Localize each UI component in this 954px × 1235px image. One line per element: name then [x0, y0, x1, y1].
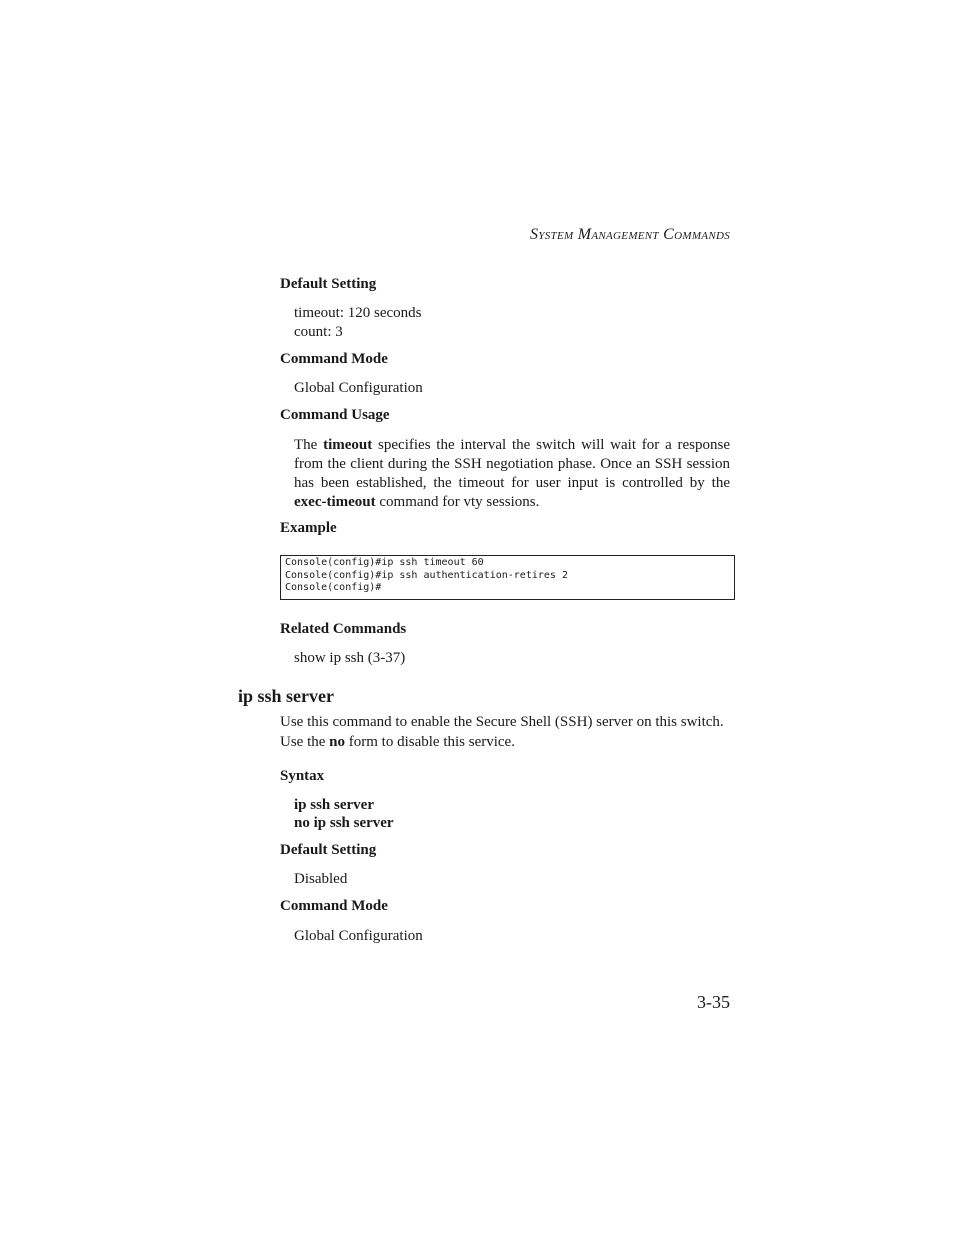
command-mode-value: Global Configuration: [294, 380, 423, 396]
syntax-line: no ip ssh server: [294, 815, 394, 831]
code-line: Console(config)#: [285, 582, 382, 593]
command-usage-paragraph: The timeout specifies the interval the switch will wait for a response from the client during the SSH negotiation phase. Once an SSH session has been established, the timeout for user input is controlled by the exec-timeout command for vty sessions.: [294, 437, 730, 510]
default-setting-timeout: timeout: 120 seconds: [294, 305, 422, 321]
page-number: 3-35: [697, 992, 730, 1012]
code-line: Console(config)#ip ssh timeout 60: [285, 557, 484, 568]
command-mode-heading-2: Command Mode: [280, 898, 388, 914]
section-title-ip-ssh-server: ip ssh server: [238, 686, 334, 706]
command-mode-heading: Command Mode: [280, 351, 388, 367]
code-example-box: [280, 555, 735, 600]
exec-timeout-keyword: exec-timeout: [294, 494, 376, 510]
code-line: Console(config)#ip ssh authentication-retires 2: [285, 569, 568, 581]
default-setting-count: count: 3: [294, 324, 343, 340]
ip-ssh-server-description: Use this command to enable the Secure Shell (SSH) server on this switch. Use the no form to disable this service.: [280, 714, 724, 750]
related-command-link: show ip ssh (3-37): [294, 650, 406, 666]
example-heading: Example: [280, 520, 337, 536]
timeout-keyword: timeout: [323, 437, 373, 453]
syntax-heading: Syntax: [280, 768, 325, 784]
default-setting-heading: Default Setting: [280, 276, 377, 292]
running-head: System Management Commands: [530, 226, 730, 243]
default-setting-heading-2: Default Setting: [280, 842, 377, 858]
default-setting-value: Disabled: [294, 871, 348, 887]
command-usage-heading: Command Usage: [280, 407, 390, 423]
no-keyword: no: [329, 734, 345, 750]
syntax-line: ip ssh server: [294, 797, 374, 813]
related-commands-heading: Related Commands: [280, 621, 407, 637]
command-mode-value-2: Global Configuration: [294, 928, 423, 944]
